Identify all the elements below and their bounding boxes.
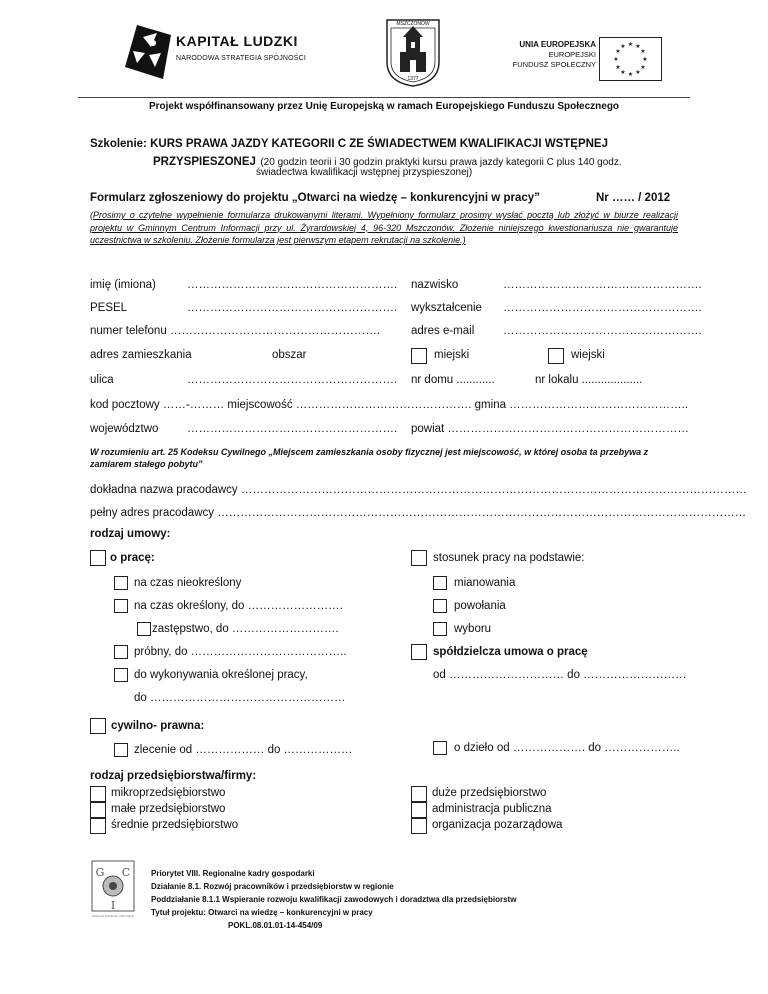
svg-text:★: ★ — [615, 64, 621, 71]
mszczonow-crest — [385, 18, 441, 88]
dzielo-checkbox[interactable] — [433, 741, 447, 755]
okreslony-field[interactable]: na czas określony, do ……………………. — [134, 600, 343, 612]
footer-project-title: Tytuł projektu: Otwarci na wiedzę – konkurencyjni w pracy — [151, 908, 373, 917]
pesel-label: PESEL — [90, 302, 128, 314]
eu-label — [480, 40, 596, 70]
wiejski-checkbox[interactable] — [548, 348, 564, 364]
svg-text:★: ★ — [613, 56, 619, 63]
wyksztalcenie-label: wykształcenie — [411, 302, 482, 314]
male-label: małe przedsiębiorstwo — [111, 803, 226, 815]
form-title: Formularz zgłoszeniowy do projektu „Otwarci na wiedzę – konkurencyjni w pracy” — [90, 192, 540, 204]
powolania-label: powołania — [454, 600, 506, 612]
footer-project-code: POKL.08.01.01-14-454/09 — [228, 921, 323, 930]
zlecenie-field[interactable]: zlecenie od ……………… do ……………… — [134, 744, 353, 756]
nieokreslony-label: na czas nieokreślony — [134, 577, 242, 589]
mianowania-label: mianowania — [454, 577, 516, 589]
law-note: W rozumieniu art. 25 Kodeksu Cywilnego „Miejscem zamieszkania osoby fizycznej jest miejscowość, w której osoba ta przebywa z zamiarem stałego pobytu” — [90, 447, 649, 469]
enterprise-heading: rodzaj przedsiębiorstwa/firmy: — [90, 770, 257, 782]
zastepstwo-field[interactable]: zastępstwo, do ………………………. — [152, 623, 339, 635]
ngo-checkbox[interactable] — [411, 818, 427, 834]
kapital-ludzki-title: KAPITAŁ LUDZKI — [176, 33, 298, 49]
kapital-ludzki-emblem-icon — [123, 23, 173, 81]
eu-line-2: EUROPEJSKI — [548, 50, 596, 59]
svg-text:★: ★ — [642, 56, 648, 63]
probny-field[interactable]: próbny, do ………………………………….. — [134, 646, 347, 658]
miejski-label: miejski — [434, 349, 470, 361]
srednie-checkbox[interactable] — [90, 818, 106, 834]
spoldzielcza-od-do-field[interactable]: od ………………………… do ……………………… — [433, 669, 687, 681]
svg-text:★: ★ — [620, 43, 626, 50]
training-desc-2: świadectwa kwalifikacji wstępnej przyspieszonej) — [256, 167, 473, 178]
pesel-field[interactable]: ………………………………………………. — [187, 302, 398, 314]
eu-line-1: UNIA EUROPEJSKA — [519, 40, 596, 49]
form-note: (Prosimy o czytelne wypełnienie formularza drukowanymi literami. Wypełniony formularz prosimy wysłać pocztą lub złożyć w biurze realizacji projektu w Gminnym Centrum Informacji przy ul. Żyrardowskiej 4, 96-320 Mszczonów. Złożenie niniejszego kwestionariusza nie gwarantuje uczestnictwa w szkoleniu. Złożenie formularza jest pierwszym etapem rekrutacji na szkolenie.) — [90, 210, 678, 246]
mikro-label: mikroprzedsiębiorstwo — [111, 787, 226, 799]
svg-text:★: ★ — [635, 69, 641, 76]
form-number: Nr …… / 2012 — [596, 192, 671, 204]
svg-text:★: ★ — [635, 43, 641, 50]
gci-letter-g: G — [95, 866, 105, 879]
eu-flag-icon — [599, 37, 662, 81]
kapital-ludzki-logo — [123, 23, 348, 81]
zastepstwo-checkbox[interactable] — [137, 622, 151, 636]
kod-miejscowosc-gmina-field[interactable]: kod pocztowy ……-……… miejscowość ………………………………………. gmina ……………………………………….. — [90, 399, 689, 411]
o-prace-checkbox[interactable] — [90, 550, 106, 566]
email-field[interactable]: ……………………………………………. — [503, 325, 702, 337]
cywilno-checkbox[interactable] — [90, 718, 106, 734]
telefon-field[interactable]: numer telefonu ………………………………………………. — [90, 325, 381, 337]
wykonywania-do-field[interactable]: do …………………………………………… — [134, 692, 346, 704]
cofinanced-notice: Projekt współfinansowany przez Unię Europejską w ramach Europejskiego Funduszu Społecznego — [148, 101, 620, 112]
ngo-label: organizacja pozarządowa — [432, 819, 563, 831]
wojewodztwo-label: województwo — [90, 423, 159, 435]
svg-text:★: ★ — [640, 64, 646, 71]
crest-label: MSZCZONÓW — [396, 21, 430, 27]
zlecenie-checkbox[interactable] — [114, 743, 128, 757]
gci-logo — [91, 860, 135, 920]
training-label: Szkolenie: — [90, 138, 147, 150]
employer-name-field[interactable]: dokładna nazwa pracodawcy …………………………………………………………………………………………………………………… — [90, 484, 747, 496]
adres-label: adres zamieszkania — [90, 349, 192, 361]
imie-label: imię (imiona) — [90, 279, 156, 291]
powolania-checkbox[interactable] — [433, 599, 447, 613]
gci-logo-icon — [91, 860, 135, 920]
kapital-ludzki-subtitle: NARODOWA STRATEGIA SPÓJNOŚCI — [176, 55, 307, 62]
wykonywania-label: do wykonywania określonej pracy, — [134, 669, 308, 681]
wykonywania-checkbox[interactable] — [114, 668, 128, 682]
obszar-label: obszar — [272, 349, 307, 361]
mianowania-checkbox[interactable] — [433, 576, 447, 590]
miejski-checkbox[interactable] — [411, 348, 427, 364]
o-prace-label: o pracę: — [110, 552, 155, 564]
svg-text:★: ★ — [640, 48, 646, 55]
employer-address-field[interactable]: pełny adres pracodawcy ………………………………………………………………………………………………………………………… — [90, 507, 747, 519]
imie-field[interactable]: ………………………………………………. — [187, 279, 398, 291]
wyboru-checkbox[interactable] — [433, 622, 447, 636]
srednie-label: średnie przedsiębiorstwo — [111, 819, 239, 831]
gci-caption: Gminne Centrum Informacji — [92, 914, 134, 918]
training-title-2: PRZYSPIESZONEJ — [153, 156, 256, 168]
svg-text:★: ★ — [620, 69, 626, 76]
header-divider — [78, 97, 690, 98]
probny-checkbox[interactable] — [114, 645, 128, 659]
spoldzielcza-label: spółdzielcza umowa o pracę — [433, 646, 588, 658]
powiat-field[interactable]: powiat ……………………………………………………… — [411, 423, 689, 435]
contract-heading: rodzaj umowy: — [90, 528, 171, 540]
training-desc-1: (20 godzin teorii i 30 godzin praktyki kursu prawa jazdy kategorii C plus 140 godz. — [260, 157, 622, 168]
gci-letter-i: I — [110, 899, 116, 912]
eu-line-3: FUNDUSZ SPOŁECZNY — [512, 60, 596, 69]
svg-text:★: ★ — [627, 41, 634, 48]
stosunek-checkbox[interactable] — [411, 550, 427, 566]
okreslony-checkbox[interactable] — [114, 599, 128, 613]
gci-letter-c: C — [121, 866, 131, 879]
stosunek-label: stosunek pracy na podstawie: — [433, 552, 585, 564]
footer-action: Działanie 8.1. Rozwój pracowników i przedsiębiorstw w regionie — [151, 882, 394, 891]
svg-text:★: ★ — [615, 48, 621, 55]
wojewodztwo-field[interactable]: ………………………………………………. — [187, 423, 398, 435]
svg-text:★: ★ — [627, 71, 634, 78]
dzielo-field[interactable]: o dzieło od ………………. do ……………….. — [454, 742, 680, 754]
mikro-checkbox[interactable] — [90, 786, 106, 802]
duze-checkbox[interactable] — [411, 786, 427, 802]
training-title-1: KURS PRAWA JAZDY KATEGORII C ZE ŚWIADECTWEM KWALIFIKACJI WSTĘPNEJ — [150, 138, 608, 150]
nieokreslony-checkbox[interactable] — [114, 576, 128, 590]
duze-label: duże przedsiębiorstwo — [432, 787, 547, 799]
training-line-1 — [90, 138, 608, 150]
footer-subaction: Poddziałanie 8.1.1 Wspieranie rozwoju kwalifikacji zawodowych i doradztwa dla przedsiębiorstw — [151, 895, 517, 904]
email-label: adres e-mail — [411, 325, 475, 337]
wyboru-label: wyboru — [454, 623, 492, 635]
administracja-label: administracja publiczna — [432, 803, 552, 815]
nazwisko-label: nazwisko — [411, 279, 459, 291]
ulica-field[interactable]: ………………………………………………. — [187, 374, 398, 386]
nr-lokalu-field[interactable]: nr lokalu ................... — [535, 374, 643, 386]
male-checkbox[interactable] — [90, 802, 106, 818]
ulica-label: ulica — [90, 374, 114, 386]
spoldzielcza-checkbox[interactable] — [411, 644, 427, 660]
wyksztalcenie-field[interactable]: ……………………………………………. — [503, 302, 702, 314]
nr-domu-field[interactable]: nr domu ............ — [411, 374, 495, 386]
crest-year: 1377 — [407, 76, 419, 82]
nazwisko-field[interactable]: ……………………………………………. — [503, 279, 702, 291]
administracja-checkbox[interactable] — [411, 802, 427, 818]
cywilno-label: cywilno- prawna: — [111, 720, 205, 732]
footer-priority: Priorytet VIII. Regionalne kadry gospodarki — [151, 869, 315, 878]
wiejski-label: wiejski — [571, 349, 605, 361]
